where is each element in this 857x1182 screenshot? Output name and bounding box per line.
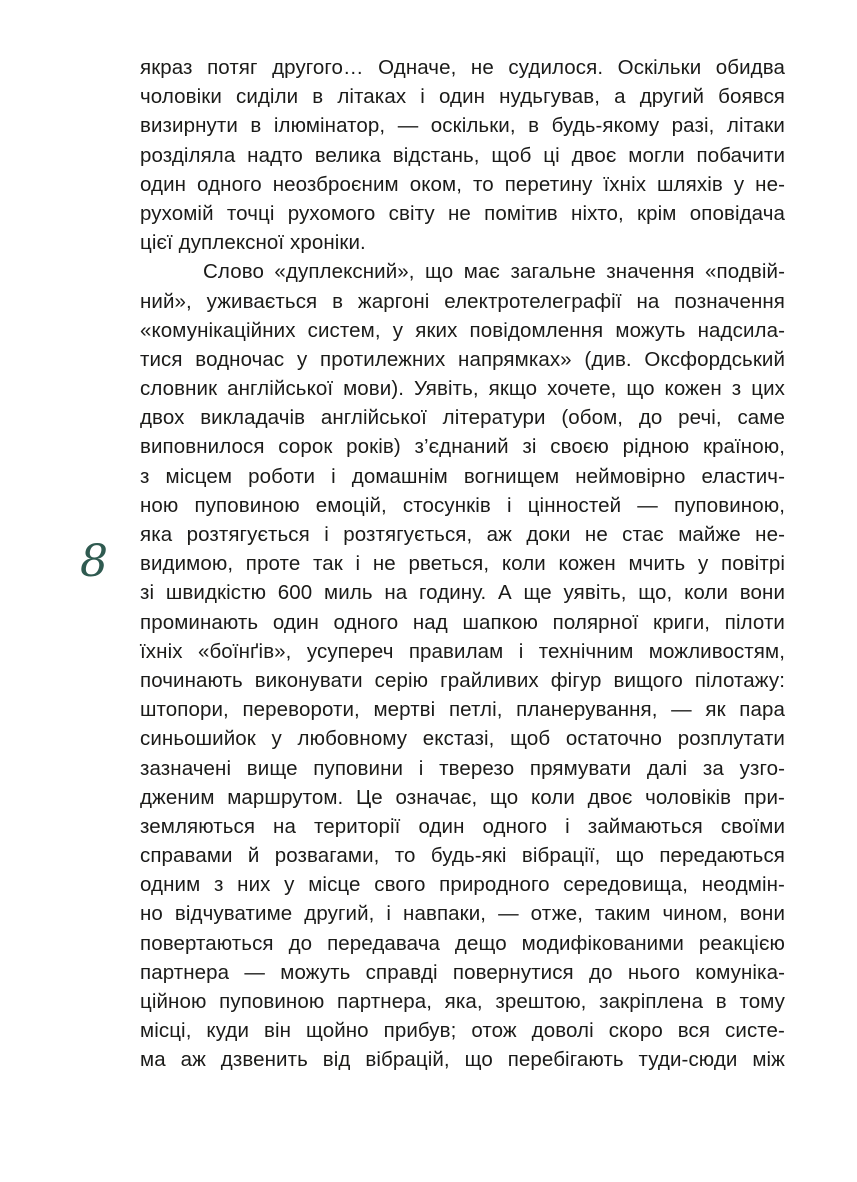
text-line: земляються на території один одного і займаються своїми <box>140 814 785 838</box>
text-line: дженим маршрутом. Це означає, що коли двоє чоловіків при- <box>140 785 785 809</box>
text-line: справами й розвагами, то будь-які вібрації, що передаються <box>140 844 785 868</box>
text-line: повертаються до передавача дещо модифікованими реакцією <box>140 931 785 955</box>
page-number: 8 <box>80 536 108 587</box>
text-line: розділяла надто велика відстань, щоб ці двоє могли побачити <box>140 143 785 167</box>
text-line: синьошийок у любовному екстазі, щоб остаточно розплутати <box>140 727 785 751</box>
text-line: проминають один одного над шапкою полярної криги, пілоти <box>140 610 785 634</box>
text-line: якраз потяг другого… Одначе, не судилося. Оскільки обидва <box>140 56 785 79</box>
text-line: видимою, проте так і не рветься, коли кожен мчить у повітрі <box>140 552 785 576</box>
text-line: рухомій точці рухомого світу не помітив ніхто, крім оповідача <box>140 201 785 225</box>
text-line: чоловіки сиділи в літаках і один нудьгував, а другий боявся <box>140 85 785 109</box>
text-line: партнера — можуть справді повернутися до нього комуніка- <box>140 960 785 984</box>
text-line: зазначені вище пуповини і тверезо прямувати далі за узго- <box>140 756 785 780</box>
text-line: штопори, перевороти, мертві петлі, планерування, — як пара <box>140 698 785 722</box>
text-line: яка розтягується і розтягується, аж доки не стає майже не- <box>140 523 785 546</box>
text-line: зі швидкістю 600 миль на годину. А ще уявіть, що, коли вони <box>140 581 785 605</box>
text-line: ний», уживається в жаргоні електротелеграфії на позначення <box>140 289 785 313</box>
text-line: визирнути в ілюмінатор, — оскільки, в будь-якому разі, літаки <box>140 114 785 138</box>
text-line: починають виконувати серію грайливих фігур вищого пілотажу: <box>140 668 785 692</box>
text-line: з місцем роботи і домашнім вогнищем неймовірно еластич- <box>140 464 785 488</box>
text-line: словник англійської мови). Уявіть, якщо хочете, що кожен з цих <box>140 377 785 401</box>
body-text <box>140 53 785 1075</box>
text-line: Слово «дуплексний», що має загальне значення «подвій- <box>203 260 785 284</box>
text-line: місці, куди він щойно прибув; отож доволі скоро вся систе- <box>140 1019 785 1043</box>
text-line: цієї дуплексної хроніки. <box>140 231 366 255</box>
text-line: одним з них у місце свого природного середовища, неодмін- <box>140 873 785 897</box>
text-line: «комунікаційних систем, у яких повідомлення можуть надсила- <box>140 318 785 342</box>
text-line: ма аж дзвенить від вібрацій, що перебігають туди-сюди між <box>140 1048 785 1072</box>
text-line: двох викладачів англійської літератури (обом, до речі, саме <box>140 406 785 430</box>
text-line: один одного неозброєним оком, то перетину їхніх шляхів у не- <box>140 172 785 196</box>
text-line: но відчуватиме другий, і навпаки, — отже, таким чином, вони <box>140 902 785 926</box>
text-line: ною пуповиною емоцій, стосунків і цінностей — пуповиною, <box>140 493 785 517</box>
text-line: їхніх «боїнґів», усупереч правилам і технічним можливостям, <box>140 639 785 663</box>
text-line: тися водночас у протилежних напрямках» (див. Оксфордський <box>140 347 785 371</box>
text-line: ційною пуповиною партнера, яка, зрештою, закріплена в тому <box>140 990 785 1013</box>
text-line: виповнилося сорок років) з’єднаний зі своєю рідною країною, <box>140 435 785 459</box>
